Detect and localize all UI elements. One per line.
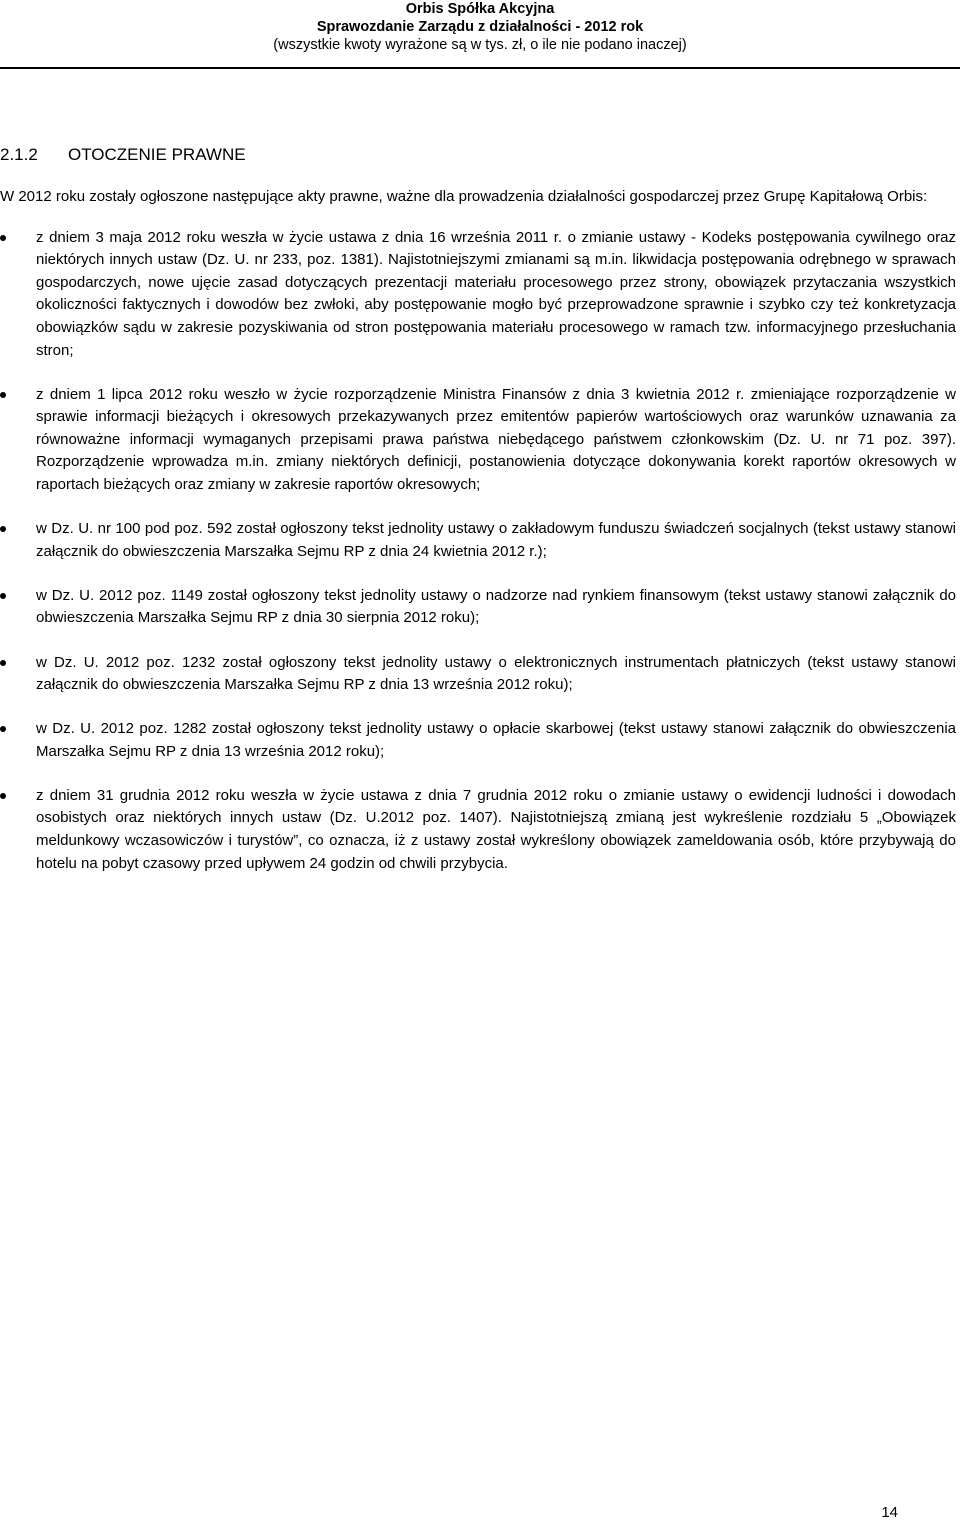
list-item [0, 384, 956, 497]
bullet-icon [0, 660, 6, 666]
list-item [0, 585, 956, 630]
legal-acts-list [0, 227, 956, 876]
intro-paragraph: W 2012 roku zostały ogłoszone następujące akty prawne, ważne dla prowadzenia działalności gospodarczej przez Grupę Kapitałową Orbis: [0, 188, 928, 205]
bullet-icon [0, 235, 6, 241]
bullet-icon [0, 726, 6, 732]
list-item [0, 718, 956, 763]
list-item-text: z dniem 1 lipca 2012 roku weszło w życie rozporządzenie Ministra Finansów z dnia 3 kwietnia 2012 r. zmieniające rozporządzenie w sprawie informacji bieżących i okresowych przekazywanych przez emitentów papierów wartościowych oraz warunków uznawania za równoważne informacji wymaganych przepisami prawa państwa niebędącego państwem członkowskim (Dz. U. nr 71 poz. 397). Rozporządzenie wprowadza m.in. zmiany niektórych definicji, postanowienia dotyczące dokonywania korekt raportów okresowych w raportach bieżących oraz zmiany w zakresie raportów okresowych; [36, 385, 956, 494]
section-title: OTOCZENIE PRAWNE [68, 145, 246, 164]
header-divider [0, 67, 960, 69]
list-item [0, 652, 956, 697]
list-item-text: w Dz. U. 2012 poz. 1232 został ogłoszony tekst jednolity ustawy o elektronicznych instrumentach płatniczych (tekst ustawy stanowi załącznik do obwieszczenia Marszałka Sejmu RP z dnia 13 września 2012 roku); [36, 653, 956, 694]
bullet-icon [0, 593, 6, 599]
list-item-text: w Dz. U. 2012 poz. 1149 został ogłoszony tekst jednolity ustawy o nadzorze nad rynkiem finansowym (tekst ustawy stanowi załącznik do obwieszczenia Marszałka Sejmu RP z dnia 30 sierpnia 2012 roku); [36, 586, 956, 627]
bullet-icon [0, 526, 6, 532]
amounts-note: (wszystkie kwoty wyrażone są w tys. zł, o ile nie podano inaczej) [273, 37, 687, 53]
list-item-text: z dniem 31 grudnia 2012 roku weszła w życie ustawa z dnia 7 grudnia 2012 roku o zmianie ustawy o ewidencji ludności i dowodach osobistych oraz niektórych innych ustaw (Dz. U.2012 poz. 1407). Najistotniejszą zmianą jest wykreślenie rozdziału 5 „Obowiązek meldunkowy wczasowiczów i turystów”, co oznacza, iż z ustawy został wykreślony obowiązek zameldowania osób, które przybywają do hotelu na pobyt czasowy przed upływem 24 godzin od chwili przybycia. [36, 786, 956, 872]
bullet-icon [0, 392, 6, 398]
list-item-text: z dniem 3 maja 2012 roku weszła w życie ustawa z dnia 16 września 2011 r. o zmianie ustawy - Kodeks postępowania cywilnego oraz niektórych innych ustaw (Dz. U. nr 233, poz. 1381). Najistotniejszymi zmianami są m.in. likwidacja postępowania odrębnego w sprawach gospodarczych, nowe ujęcie zasad dotyczących prezentacji materiału procesowego przez strony, obowiązek przytaczania wszystkich okoliczności faktycznych i dowodów bez zwłoki, aby postępowanie mogło być przeprowadzone sprawnie i szybko czy też konkretyzacja obowiązków sądu w zakresie pozyskiwania od stron postępowania materiału procesowego w ramach tzw. informacyjnego przesłuchania stron; [36, 228, 956, 359]
page-header [0, 0, 960, 54]
section-body [0, 186, 956, 897]
list-item-text: w Dz. U. nr 100 pod poz. 592 został ogłoszony tekst jednolity ustawy o zakładowym funduszu świadczeń socjalnych (tekst ustawy stanowi załącznik do obwieszczenia Marszałka Sejmu RP z dnia 24 kwietnia 2012 r.); [36, 520, 956, 560]
bullet-icon [0, 793, 6, 799]
section-heading [0, 144, 246, 166]
list-item [0, 227, 956, 363]
report-title: Sprawozdanie Zarządu z działalności - 2012 rok [316, 19, 644, 35]
page-number: 14 [881, 1504, 898, 1521]
list-item [0, 518, 956, 563]
company-name: Orbis Spółka Akcyjna [405, 1, 555, 17]
list-item [0, 785, 956, 875]
list-item-text: w Dz. U. 2012 poz. 1282 został ogłoszony tekst jednolity ustawy o opłacie skarbowej (tekst ustawy stanowi załącznik do obwieszczenia Marszałka Sejmu RP z dnia 13 września 2012 roku); [36, 720, 956, 760]
section-number: 2.1.2 [0, 145, 38, 164]
